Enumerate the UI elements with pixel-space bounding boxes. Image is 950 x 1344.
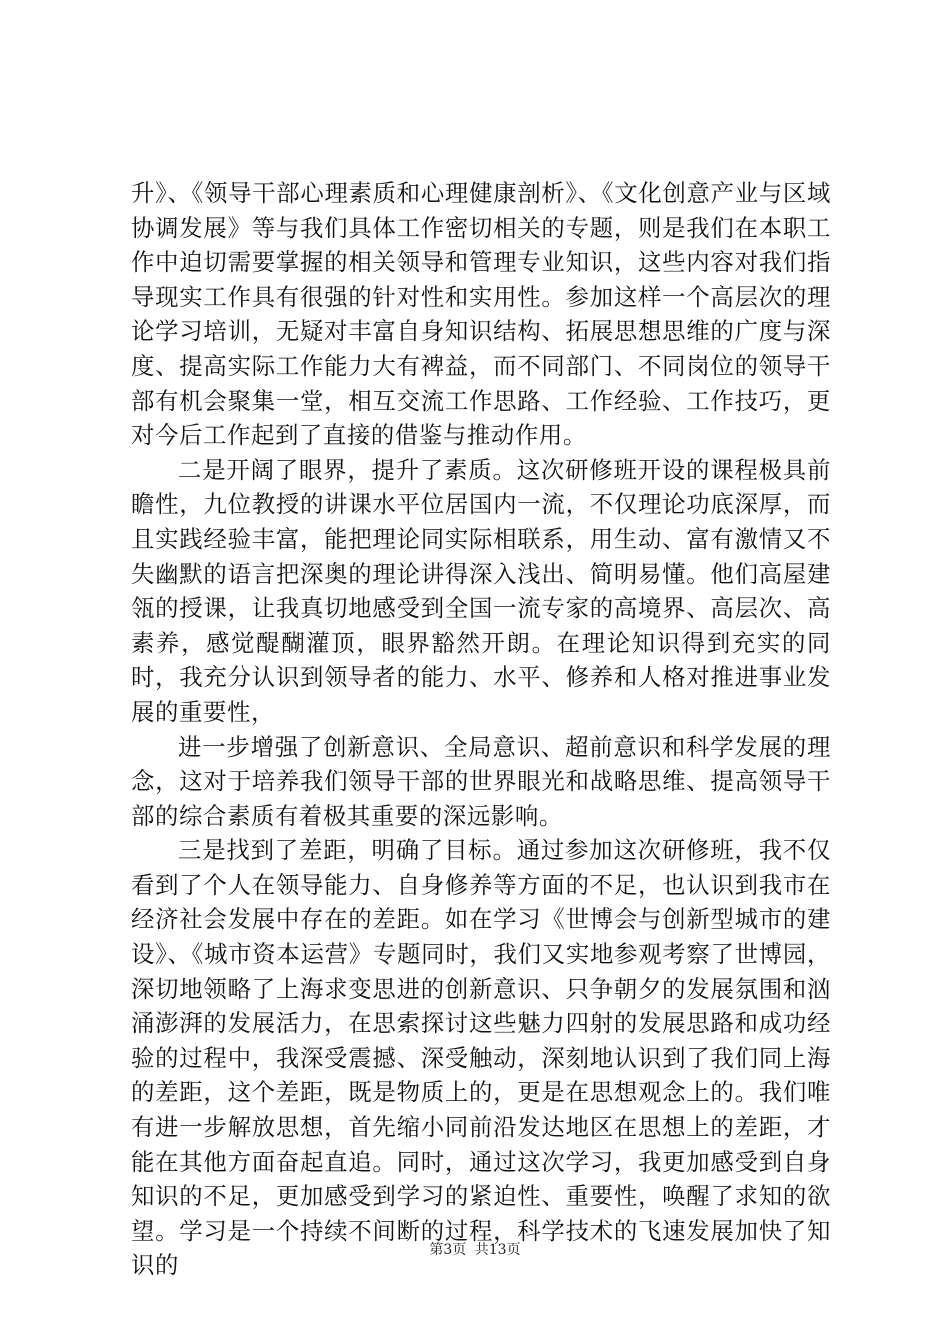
paragraph-continuation: 升》、《领导干部心理素质和心理健康剖析》、《文化创意产业与区域协调发展》等与我们具体工作密切相关的专题，则是我们在本职工作中迫切需要掌握的相关领导和管理专业知识，这些内容对我们指导现实工作具有很强的针对性和实用性。参加这样一个高层次的理论学习培训，无疑对丰富自身知识结构、拓展思想思维的广度与深度、提高实际工作能力大有裨益，而不同部门、不同岗位的领导干部有机会聚集一堂，相互交流工作思路、工作经验、工作技巧，更对今后工作起到了直接的借鉴与推动作用。: [131, 179, 831, 450]
page-number: 第3页: [429, 1242, 467, 1258]
page-footer: [0, 1239, 950, 1259]
paragraph-point-two: 二是开阔了眼界，提升了素质。这次研修班开设的课程极具前瞻性，九位教授的讲课水平位居国内一流，不仅理论功底深厚，而且实践经验丰富，能把理论同实际相联系，用生动、富有激情又不失幽默的语言把深奥的理论讲得深入浅出、简明易懂。他们高屋建瓴的授课，让我真切地感受到全国一流专家的高境界、高层次、高素养，感觉醍醐灌顶，眼界豁然开朗。在理论知识得到充实的同时，我充分认识到领导者的能力、水平、修养和人格对推进事业发展的重要性，: [131, 455, 831, 726]
paragraph-innovation: 进一步增强了创新意识、全局意识、超前意识和科学发展的理念，这对于培养我们领导干部的世界眼光和战略思维、提高领导干部的综合素质有着极其重要的深远影响。: [131, 732, 831, 830]
paragraph-point-three: 三是找到了差距，明确了目标。通过参加这次研修班，我不仅看到了个人在领导能力、自身修养等方面的不足，也认识到我市在经济社会发展中存在的差距。如在学习《世博会与创新型城市的建设》、《城市资本运营》专题同时，我们又实地参观考察了世博园，深切地领略了上海求变思进的创新意识、只争朝夕的发展氛围和汹涌澎湃的发展活力，在思索探讨这些魅力四射的发展思路和成功经验的过程中，我深受震撼、深受触动，深刻地认识到了我们同上海的差距，这个差距，既是物质上的，更是在思想观念上的。我们唯有进一步解放思想，首先缩小同前沿发达地区在思想上的差距，才能在其他方面奋起直追。同时，通过这次学习，我更加感受到自身知识的不足，更加感受到学习的紧迫性、重要性，唤醒了求知的欲望。学习是一个持续不间断的过程，科学技术的飞速发展加快了知识的: [131, 836, 831, 1280]
document-body: [131, 176, 831, 1283]
page-total: 共13页: [474, 1242, 521, 1258]
